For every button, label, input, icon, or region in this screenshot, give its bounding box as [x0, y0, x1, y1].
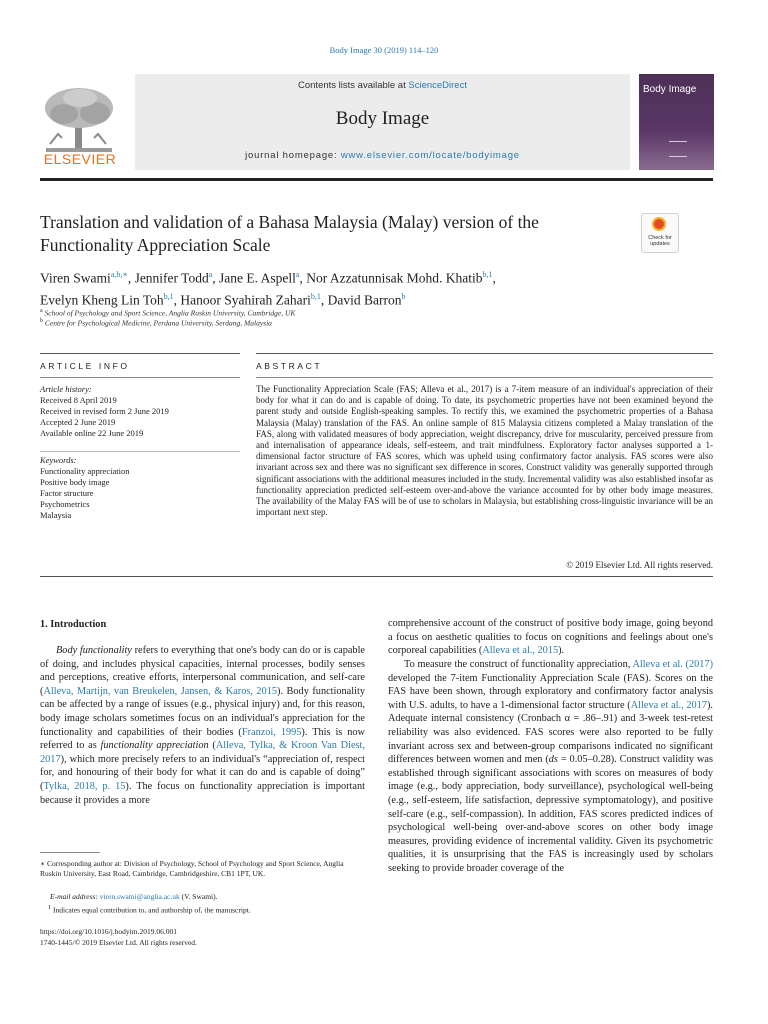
author-name[interactable]: Jennifer Todd	[134, 270, 209, 286]
email-label: E-mail address:	[50, 892, 98, 901]
affiliation-text: Centre for Psychological Medicine, Perdana University, Serdang, Malaysia	[44, 318, 272, 328]
homepage-prefix: journal homepage:	[245, 150, 341, 161]
header-divider	[40, 178, 713, 181]
footnote-text: Corresponding author at: Division of Psychology, School of Psychology and Sport Science, Anglia Ruskin University, East Road, Cambridge, Cambridgeshire, CB1 1PT, UK.	[40, 859, 344, 878]
footnote-marker: 1	[48, 904, 52, 911]
abstract-text: The Functionality Appreciation Scale (FAS; Alleva et al., 2017) is a 7-item measure of an individual's appreciation of their body for what it can do and is capable of doing. To date, its psychometric properties have not been examined beyond the parent study and outside English-speaking samples. To rectify this, we examined the psychometric properties of a Bahasa Malaysia (Malay) translation of the FAS. An online sample of 815 Malaysia citizens completed a Malay translation of the FAS, along with validated measures of body appreciation, weight discrepancy, drive for muscularity, perceived pressure from and internalisation of appearance ideals, self-esteem, and trait mindfulness. Exploratory factor analyses supported a 1-dimensional factor structure of FAS scores, which was upheld using confirmatory factor analysis. FAS scores were also invariant across sex and there was no significant sex difference in scores. Construct validity was generally supported through significant associations with the additional measures included in the study. Incremental validity was also established insofar as functionality appreciation predicted self-esteem over-and-above the variance accounted for by other body image measures. The availability of the Malay FAS will be of use to scholars in Malaysia, but establishing cross-linguistic invariance will be an important next step.	[256, 384, 713, 518]
keywords-label: Keywords:	[40, 455, 77, 465]
author-affiliation-marker[interactable]: b	[401, 291, 406, 301]
intro-text: refers to everything that one's body can do or is capable of doing, and includes physical capacities, internal processes, bodily senses and perceptions, creative efforts, interpersonal communication, and self-care (	[40, 645, 366, 697]
author-affiliation-marker[interactable]: a	[208, 270, 213, 279]
intro-text: ). Adequate internal consistency (Cronbach α = .86–.91) and 3-week test-retest reliability was also evidenced. FAS scores were also reported to be fully invariant across sex and between-group comparisons indicated no significant differences between women and men (	[388, 699, 714, 766]
equal-contribution-footnote	[48, 903, 363, 916]
journal-reference[interactable]: Body Image 30 (2019) 114–120	[329, 45, 439, 55]
email-suffix: (V. Swami).	[179, 892, 218, 901]
abstract-top-rule	[256, 353, 713, 354]
history-revised: Received in revised form 2 June 2019	[40, 406, 169, 416]
keyword-item: Positive body image	[40, 477, 110, 487]
keywords-rule	[40, 451, 240, 452]
author-list	[40, 266, 720, 309]
article-history-label: Article history:	[40, 384, 92, 394]
contents-available-line	[135, 80, 630, 91]
cover-decoration	[669, 141, 687, 157]
email-footnote	[50, 892, 365, 902]
abstract-copyright: © 2019 Elsevier Ltd. All rights reserved.	[566, 560, 713, 570]
keyword-item: Functionality appreciation	[40, 466, 130, 476]
author-name[interactable]: Evelyn Kheng Lin Toh	[40, 292, 164, 307]
intro-text: = 0.05–0.28). Construct validity was established through significant associations with scores on measures of body image (e.g., body appreciation, body surveillance), psychological well-being (e.g., self-esteem, life satisfaction, depressive symptomatology), and positive self-care (e.g., self-compassion). In addition, FAS scores predicted indices of psychological well-being over-and-above scores on other body image measures, providing evidence of incremental validity. Given its psychometric qualities, it is unsurprising that the FAS is increasingly used by scholars seeking to provide broader coverage of the	[388, 754, 713, 874]
intro-text: comprehensive account of the construct of positive body image, going beyond a focus on aesthetic qualities to focus on cognitions and feelings about one's corporeal capabilities (	[388, 618, 713, 657]
author-line-2	[40, 288, 720, 310]
cover-title: Body Image	[643, 84, 697, 95]
citation-link[interactable]: Alleva et al., 2015	[482, 645, 559, 657]
author-name[interactable]: David Barron	[327, 292, 402, 307]
citation-link[interactable]: Alleva et al., 2017	[630, 699, 707, 711]
effect-size-symbol: ds	[548, 754, 558, 766]
journal-homepage-line	[135, 150, 630, 161]
citation-link[interactable]: Alleva, Tylka, & Kroon Van Diest, 2017	[40, 740, 365, 765]
intro-text: ). Body functionality can be affected by a range of issues (e.g., physical injury) and, for this reason, body image scholars sometimes focus on an individual's appreciation for the functionality and capabilities of their bodies (	[40, 685, 365, 738]
introduction-heading: 1. Introduction	[40, 619, 107, 630]
term-body-functionality: Body functionality	[56, 645, 132, 656]
term-functionality-appreciation: functionality appreciation	[100, 740, 209, 752]
corresponding-author-footnote	[40, 859, 365, 879]
author-affiliation-marker[interactable]: a	[295, 270, 300, 279]
article-title	[40, 211, 630, 257]
history-accepted: Accepted 2 June 2019	[40, 417, 116, 427]
article-info-top-rule	[40, 353, 240, 354]
author-affiliation-marker[interactable]: b,1	[310, 291, 321, 301]
affiliation-b	[40, 318, 272, 328]
check-for-updates-icon	[652, 217, 666, 231]
citation-link[interactable]: Tylka, 2018, p. 15	[43, 780, 126, 792]
journal-homepage-link[interactable]: www.elsevier.com/locate/bodyimage	[340, 150, 520, 161]
intro-text: ), which more precisely refers to an individual's “appreciation of, respect for, and honouring of their body for what it can do and is capable of doing” (	[40, 753, 365, 792]
author-affiliation-marker[interactable]: a,b,∗	[110, 270, 128, 279]
author-name[interactable]: Jane E. Aspell	[219, 270, 296, 286]
abstract-heading: ABSTRACT	[256, 361, 323, 371]
journal-title: Body Image	[335, 108, 430, 129]
author-affiliation-marker[interactable]: b,1	[163, 291, 174, 301]
author-name[interactable]: Nor Azzatunnisak Mohd. Khatib	[306, 270, 483, 286]
intro-right-paragraph-2	[388, 658, 713, 876]
keyword-item: Malaysia	[40, 510, 72, 520]
author-separator: ,	[173, 292, 181, 307]
affiliation-text: School of Psychology and Sport Science, Anglia Ruskin University, Cambridge, UK	[44, 308, 296, 318]
author-separator: ,	[299, 270, 307, 286]
intro-text: ). This is now referred to as	[40, 726, 365, 752]
author-separator: ,	[127, 270, 135, 286]
author-name[interactable]: Hanoor Syahirah Zahari	[180, 292, 311, 307]
abstract-rule	[256, 377, 713, 378]
affiliation-a	[40, 308, 295, 318]
citation-link[interactable]: Franzoi, 1995	[241, 726, 302, 738]
check-for-updates-label: Check for updates	[648, 235, 672, 247]
intro-text: (	[208, 740, 216, 752]
sciencedirect-link[interactable]: ScienceDirect	[408, 80, 467, 91]
intro-paragraph-1	[40, 644, 365, 807]
intro-text: ).	[558, 645, 565, 657]
article-history	[40, 384, 240, 439]
footnote-marker: ∗	[40, 859, 46, 868]
article-info-rule	[40, 377, 240, 378]
affiliation-marker: a	[40, 308, 43, 314]
issn-copyright: 1740-1445/© 2019 Elsevier Ltd. All rights reserved.	[40, 938, 197, 947]
elsevier-wordmark: ELSEVIER	[43, 151, 117, 167]
affiliation-marker: b	[40, 318, 43, 324]
intro-right-paragraph-1	[388, 617, 713, 658]
email-link[interactable]: viren.swami@anglia.ac.uk	[99, 892, 180, 901]
author-separator: ,	[212, 270, 220, 286]
intro-text: ). The focus on functionality appreciation is important because it provides a more	[40, 780, 365, 806]
keyword-item: Psychometrics	[40, 499, 90, 509]
author-name[interactable]: Viren Swami	[40, 270, 111, 286]
article-info-heading: ARTICLE INFO	[40, 361, 130, 371]
author-line-1	[40, 266, 720, 288]
intro-text: To measure the construct of functionality appreciation,	[404, 659, 633, 670]
citation-link[interactable]: Alleva et al. (2017)	[632, 659, 714, 670]
footnote-text: Indicates equal contribution to, and authorship of, the manuscript.	[51, 905, 251, 915]
intro-text: developed the 7-item Functionality Appreciation Scale (FAS). Scores on the FAS have been shown, through exploratory and confirmatory factor analysis with U.S. adults, to have a 1-dimensional factor structure (	[388, 672, 713, 711]
article-title-line-2: Functionality Appreciation Scale	[40, 235, 271, 255]
history-online: Available online 22 June 2019	[40, 428, 144, 438]
keyword-item: Factor structure	[40, 488, 94, 498]
author-separator: ,	[492, 270, 496, 286]
article-title-line-1: Translation and validation of a Bahasa Malaysia (Malay) version of the	[40, 212, 539, 232]
author-separator: ,	[320, 292, 328, 307]
citation-link[interactable]: Alleva, Martijn, van Breukelen, Jansen, & Karos, 2015	[43, 685, 278, 697]
footnote-rule	[40, 852, 100, 853]
doi-link[interactable]: https://doi.org/10.1016/j.bodyim.2019.06.001	[40, 927, 177, 936]
keywords-block	[40, 455, 240, 521]
author-affiliation-marker[interactable]: b,1	[482, 270, 493, 279]
contents-prefix: Contents lists available at	[298, 80, 409, 91]
history-received: Received 8 April 2019	[40, 395, 117, 405]
abstract-bottom-rule	[40, 576, 713, 577]
